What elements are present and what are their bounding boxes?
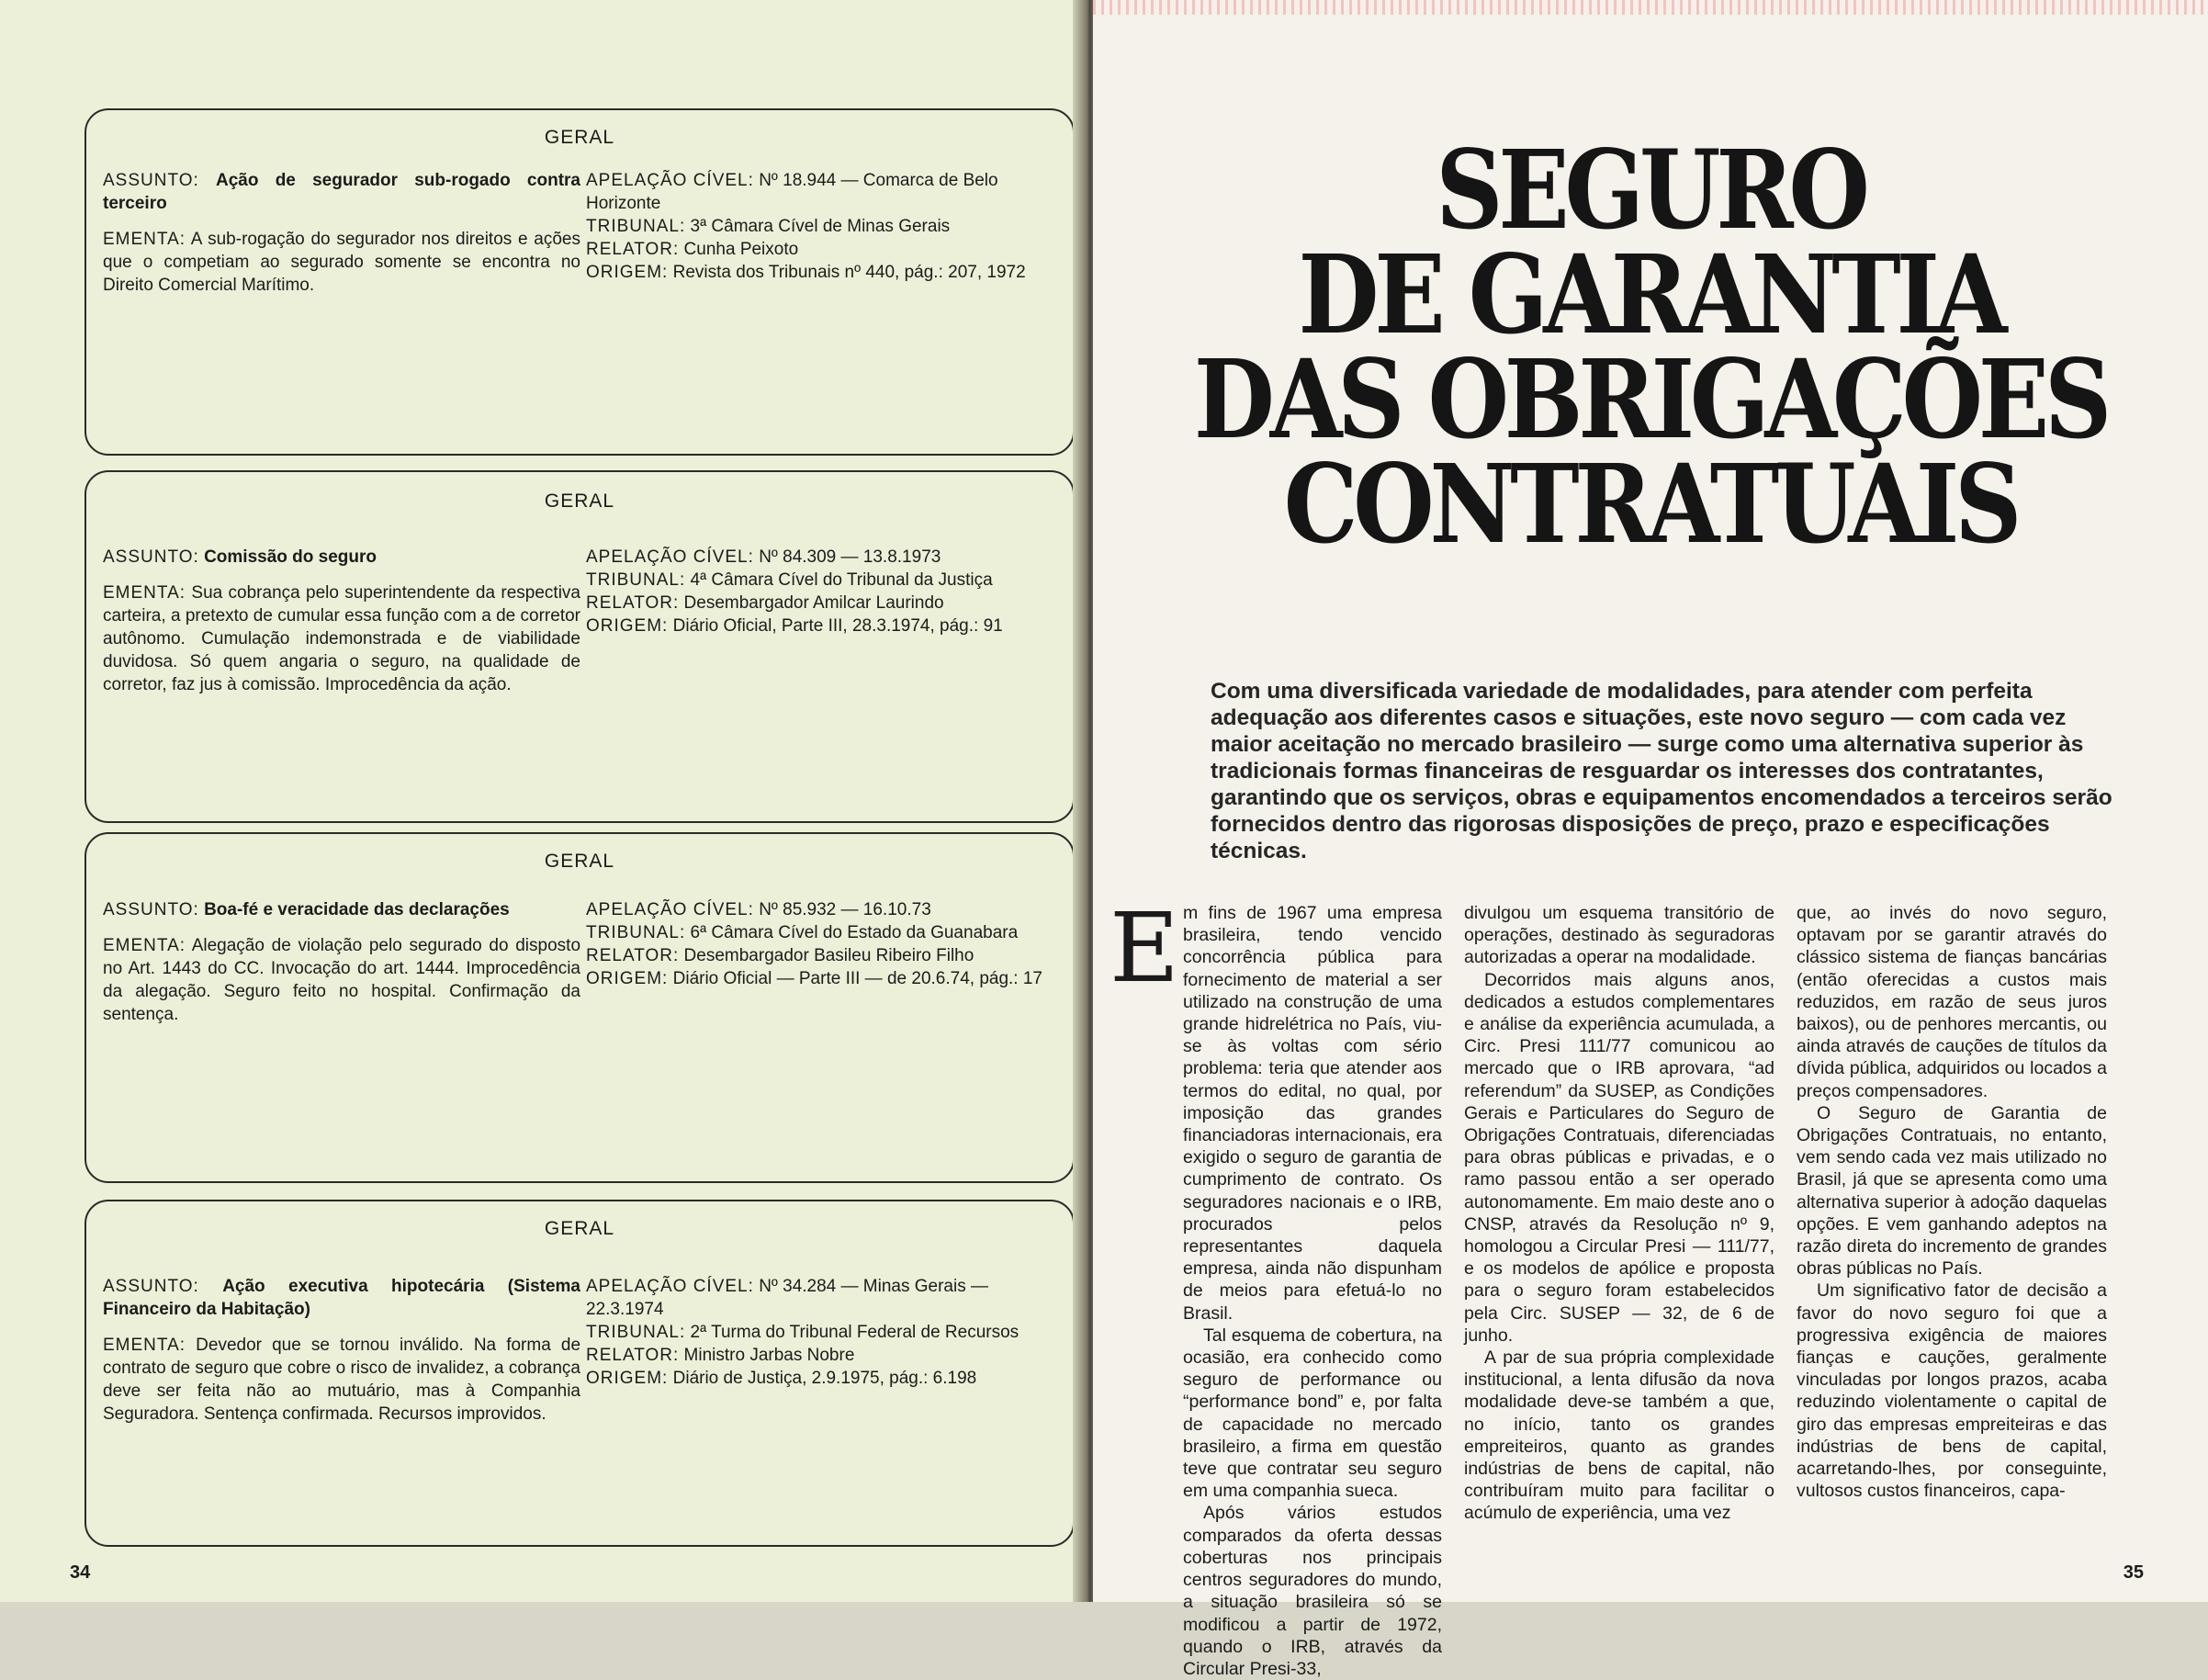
relator: RELATOR: Cunha Peixoto [586,240,799,259]
paragraph: que, ao invés do novo seguro, optavam por se garantir através do clássico sistema de fianças bancárias (então oferecidas a custos mais reduzidos, em razão de seus juros baixos), ou de penhores mercantis, ou ainda através de cauções de títulos da dívida pública, adquiridos ou locados a preços compensadores. [1797,903,2107,1101]
page-edge-strip [1093,0,2208,15]
body-column-2 [1464,902,1774,1525]
assunto: ASSUNTO: Boa-fé e veracidade das declarações [103,900,510,919]
headline-line-4: CONTRATUAIS [1283,440,2018,568]
headline-line-2: DE GARANTIA [1298,231,2003,358]
paragraph: Tal esquema de cobertura, na ocasião, era conhecido como seguro de performance ou “performance bond” e, por falta de capacidade no mercado brasileiro, a firma em questão teve que contratar seu seguro em uma companhia sueca. [1183,1325,1442,1502]
paragraph: m fins de 1967 uma empresa brasileira, tendo vencido concorrência pública para fornecimento de material a ser utilizado na construção de uma grande hidrelétrica no País, viu-se às voltas com sério problema: teria que atender aos termos do edital, no qual, por imposição das grandes financiadoras internacionais, era exigido o seguro de garantia de cumprimento de contrato. Os seguradores nacionais e o IRB, procurados pelos representantes daquela empresa, ainda não dispunham de meios para efetuá-lo no Brasil. [1183,903,1442,1324]
case-box-4 [84,1200,1075,1547]
assunto-text: Ação de segurador sub-rogado contra terceiro [103,171,580,213]
article-lead: Com uma diversificada variedade de modalidades, para atender com perfeita adequação aos diferentes casos e situações, este novo seguro — com cada vez maior aceitação no mercado brasileiro — surge como uma alternativa superior às tradicionais formas financeiras de resguardar os interesses dos contratantes, garantindo que os serviços, obras e equipamentos encomendados a terceiros serão fornecidos dentro das rigorosas disposições de preço, prazo e especificações técnicas. [1211,679,2112,863]
assunto: ASSUNTO: Comissão do seguro [103,547,377,567]
paragraph: Após vários estudos comparados da oferta dessas coberturas nos principais centros seguradores do mundo, a situação brasileira só se modificou a partir de 1972, quando o IRB, através da Circular Presi-33, [1183,1503,1442,1679]
article-headline [1171,126,2130,568]
apelacao: APELAÇÃO CÍVEL: Nº 34.284 — Minas Gerais — 22.3.1974 [586,1277,988,1319]
case-right-column [586,1275,1062,1390]
headline-line-3: DAS OBRIGAÇÕES [1193,335,2108,463]
case-left-column [103,898,580,1026]
paragraph: A par de sua própria complexidade institucional, a lenta difusão da nova modalidade deve-se também a que, no início, tanto os grandes empreiteiros, quanto as grandes indústrias de bens de capital, não contribuíram muito para facilitar o acúmulo de experiência, uma vez [1464,1347,1774,1524]
case-header: GERAL [544,127,615,148]
case-right-column [586,898,1062,990]
ementa: EMENTA: Sua cobrança pelo superintendente da respectiva carteira, a pretexto de cumular essa função com a de corretor autônomo. Cumulação indemonstrada e de viabilidade duvidosa. Só quem angaria o seguro, na qualidade de corretor, faz jus à comissão. Improcedência da ação. [103,583,580,694]
case-header: GERAL [544,1218,615,1239]
tribunal: TRIBUNAL: 6ª Câmara Cível do Estado da Guanabara [586,923,1019,942]
case-right-column [586,546,1062,637]
ementa: EMENTA: Alegação de violação pelo segurado do disposto no Art. 1443 do CC. Invocação do art. 1444. Improcedência da alegação. Seguro feito no hospital. Confirmação da sentença. [103,936,581,1024]
body-column-3 [1797,902,2107,1502]
case-left-column [103,546,580,696]
drop-cap: E [1110,892,1179,1004]
ementa: EMENTA: A sub-rogação do segurador nos direitos e ações que o competiam ao segurado somente se encontra no Direito Comercial Marítimo. [103,230,581,295]
origem: ORIGEM: Diário Oficial, Parte III, 28.3.1974, pág.: 91 [586,616,1003,636]
case-box-2 [84,470,1075,823]
case-left-column [103,1275,580,1426]
body-column-1 [1183,902,1442,1680]
case-box-3 [84,832,1075,1183]
relator: RELATOR: Ministro Jarbas Nobre [586,1346,855,1365]
assunto: ASSUNTO: Ação executiva hipotecária (Sistema Financeiro da Habitação) [103,1277,581,1319]
paragraph: Um significativo fator de decisão a favor do novo seguro foi que a progressiva exigência de maiores fianças e cauções, geralmente vinculadas por longos prazos, acaba reduzindo violentamente o capital de giro das empresas empreiteiras e das indústrias de bens de capital, acarretando-lhes, por conseguinte, vultosos custos financeiros, capa- [1797,1280,2107,1502]
apelacao: APELAÇÃO CÍVEL: Nº 85.932 — 16.10.73 [586,900,931,919]
assunto: ASSUNTO: Ação de segurador sub-rogado contra terceiro [103,171,580,213]
ementa: EMENTA: Devedor que se tornou inválido. Na forma de contrato de seguro que cobre o risco de invalidez, a cobrança deve ser feita não ao mutuário, mas à Companhia Seguradora. Sentença confirmada. Recursos improvidos. [103,1336,581,1424]
tribunal: TRIBUNAL: 3ª Câmara Cível de Minas Gerais [586,217,951,236]
origem: ORIGEM: Revista dos Tribunais nº 440, pág.: 207, 1972 [586,263,1026,282]
origem: ORIGEM: Diário Oficial — Parte III — de 20.6.74, pág.: 17 [586,969,1042,988]
right-page [1093,0,2208,1679]
case-right-column [586,169,1062,284]
headline-line-1: SEGURO [1436,126,1865,254]
page-number-left: 34 [70,1562,91,1583]
tribunal: TRIBUNAL: 2ª Turma do Tribunal Federal de Recursos [586,1323,1020,1342]
left-page [0,0,1082,1602]
paragraph: Decorridos mais alguns anos, dedicados a estudos complementares e análise da experiência acumulada, a Circ. Presi 111/77 comunicou ao mercado que o IRB aprovara, “ad referendum” da SUSEP, as Condições Gerais e Particulares do Seguro de Obrigações Contratuais, diferenciadas para obras públicas e privadas, e o ramo passou então a ser operado autonomamente. Em maio deste ano o CNSP, através da Resolução nº 9, homologou a Circular Presi — 111/77, e os modelos de apólice e proposta para o seguro foram estabelecidos pela Circ. SUSEP — 32, de 6 de junho. [1464,969,1774,1346]
relator: RELATOR: Desembargador Amilcar Laurindo [586,593,944,613]
case-box-1 [84,108,1075,456]
tribunal: TRIBUNAL: 4ª Câmara Cível do Tribunal da Justiça [586,570,993,590]
case-left-column [103,169,580,297]
paragraph: O Seguro de Garantia de Obrigações Contratuais, no entanto, vem sendo cada vez mais utilizado no Brasil, já que se apresenta como uma alternativa superior à adoção daquelas opções. E vem ganhando adeptos na razão direta do incremento de grandes obras públicas no País. [1797,1102,2107,1280]
relator: RELATOR: Desembargador Basileu Ribeiro Filho [586,946,974,965]
ementa-text: A sub-rogação do segurador nos direitos e ações que o competiam ao segurado somente se encontra no Direito Comercial Marítimo. [103,230,581,295]
case-header: GERAL [544,490,615,512]
page-number-right: 35 [2123,1562,2144,1583]
apelacao: APELAÇÃO CÍVEL: Nº 84.309 — 13.8.1973 [586,547,941,567]
apelacao: APELAÇÃO CÍVEL: Nº 18.944 — Comarca de Belo Horizonte [586,171,998,213]
paragraph: divulgou um esquema transitório de operações, destinado às seguradoras autorizadas a operar na modalidade. [1464,903,1774,968]
case-header: GERAL [544,851,615,872]
origem: ORIGEM: Diário de Justiça, 2.9.1975, pág.: 6.198 [586,1369,977,1388]
drop-cap-space [1110,902,1181,985]
